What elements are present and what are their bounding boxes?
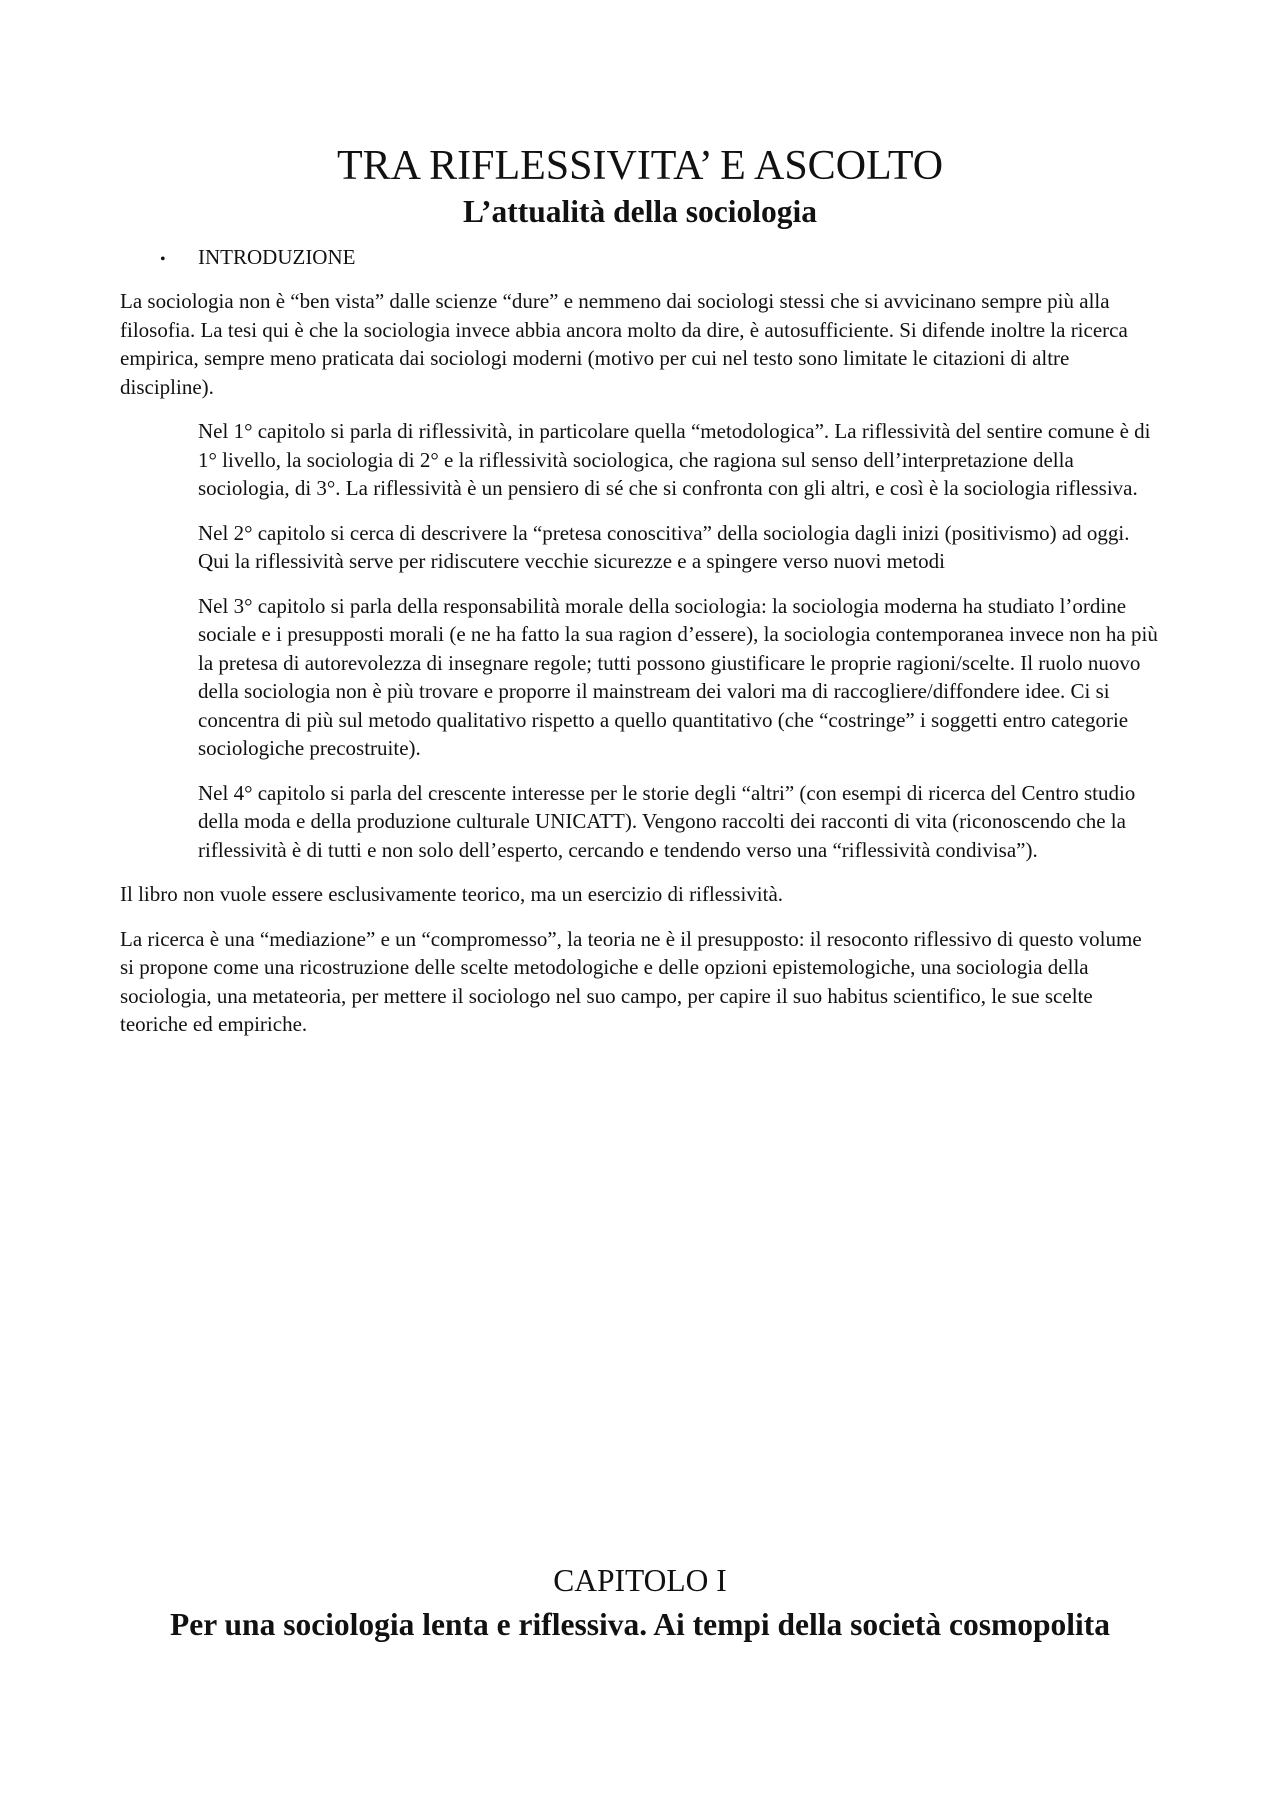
paragraph-chapter-3: Nel 3° capitolo si parla della responsabilità morale della sociologia: la sociologia moderna ha studiato l’ordine sociale e i presupposti morali (e ne ha fatto la sua ragion d’essere), la sociologia contemporanea invece non ha più la pretesa di autorevolezza di insegnare regole; tutti possono giustificare le proprie ragioni/scelte. Il ruolo nuovo della sociologia non è più trovare e proporre il mainstream dei valori ma di raccogliere/diffondere idee. Ci si concentra di più sul metodo qualitativo rispetto a quello quantitativo (che “costringe” i soggetti entro categorie sociologiche precostruite). xyxy=(198,593,1158,760)
paragraph-chapter-1: Nel 1° capitolo si parla di riflessività, in particolare quella “metodologica”. La riflessività del sentire comune è di 1° livello, la sociologia di 2° e la riflessività sociologica, che ragiona sul senso dell’interpretazione della sociologia, di 3°. La riflessività è un pensiero di sé che si confronta con gli altri, e così è la sociologia riflessiva. xyxy=(198,419,1151,500)
paragraph-chapter-4: Nel 4° capitolo si parla del crescente interesse per le storie degli “altri” (con esempi di ricerca del Centro studio della moda e della produzione culturale UNICATT). Vengono raccolti dei racconti di vita (riconoscendo che la riflessività è di tutti e non solo dell’esperto, cercando e tendendo verso una “riflessività condivisa”). xyxy=(198,780,1136,862)
paragraph-chapter-2: Nel 2° capitolo si cerca di descrivere la “pretesa conoscitiva” della sociologia dagli inizi (positivismo) ad oggi. Qui la riflessività serve per ridiscutere vecchie sicurezze e a spingere verso nuovi metodi xyxy=(198,520,1130,573)
chapter-title: CAPITOLO I xyxy=(553,1563,727,1598)
paragraph-research: La ricerca è una “mediazione” e un “compromesso”, la teoria ne è il presupposto: il resoconto riflessivo di questo volume si propone come una ricostruzione delle scelte metodologiche e delle opzioni epistemologiche, una sociologia della sociologia, una metateoria, per mettere il sociologo nel suo campo, per capire il suo habitus scientifico, le sue scelte teoriche ed empiriche. xyxy=(120,926,1142,1036)
document-title: TRA RIFLESSIVITA’ E ASCOLTO xyxy=(336,143,944,189)
section-heading-label: INTRODUZIONE xyxy=(198,245,356,269)
document-body xyxy=(120,287,1160,1055)
paragraph-intro: La sociologia non è “ben vista” dalle scienze “dure” e nemmeno dai sociologi stessi che si avvicinano sempre più alla filosofia. La tesi qui è che la sociologia invece abbia ancora molto da dire, è autosufficiente. Si difende inoltre la ricerca empirica, sempre meno praticata dai sociologi moderni (motivo per cui nel testo sono limitate le citazioni di altre discipline). xyxy=(120,289,1128,399)
bullet-icon: • xyxy=(160,251,166,268)
chapter-subtitle: Per una sociologia lenta e riflessiva. Ai tempi della società cosmopolita xyxy=(170,1607,1110,1642)
document-subtitle: L’attualità della sociologia xyxy=(462,194,818,229)
section-heading-introduzione xyxy=(160,243,355,275)
paragraph-book-purpose: Il libro non vuole essere esclusivamente teorico, ma un esercizio di riflessività. xyxy=(120,882,784,906)
